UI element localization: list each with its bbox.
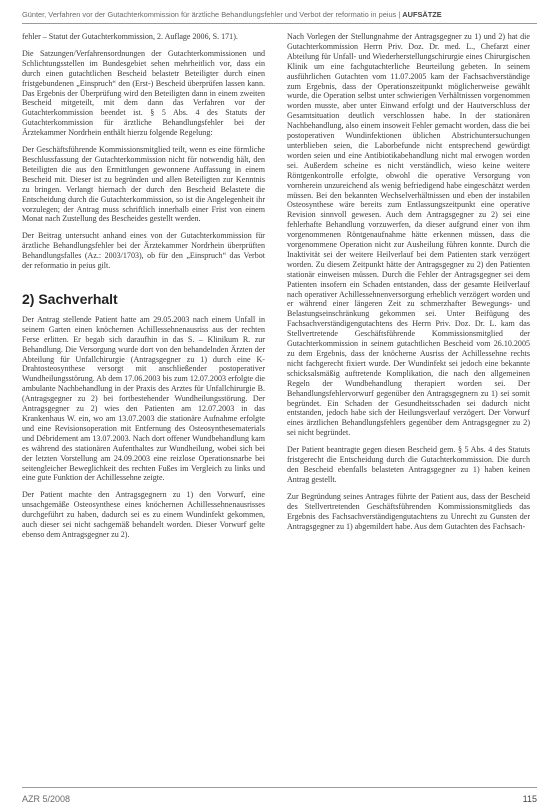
paragraph: Der Geschäftsführende Kommissionsmitglied teilt, wenn es eine förmliche Beschlussfassung der Gutachterkommission nicht für notwendig hält, den Beteiligten die aus den Ermittlungen gewonnene Auffassung in einem Bescheid mit. Dieser ist zu begründen und allen Beteiligten zur Kenntnis zu bringen. Verlangt hiernach der durch den Bescheid Belastete die Entscheidung durch die Gutachterkommission, so ist die Angelegenheit ihr vorzulegen; der Antrag muss schriftlich innerhalb einer Frist von einem Monat nach Zustellung des Bescheides gestellt werden. — [22, 145, 265, 224]
running-title: Günter, Verfahren vor der Gutachterkommission für ärztliche Behandlungsfehler und Verbot der reformatio in peius — [22, 10, 397, 19]
section-label: AUFSÄTZE — [402, 10, 442, 19]
section-heading: 2) Sachverhalt — [22, 290, 118, 307]
paragraph: Der Patient machte den Antragsgegnern zu 1) den Vorwurf, eine unsachgemäße Osteosynthese eines knöchernen Achillessehnenausrisses durchgeführt zu haben, dadurch sei es zu einem Wundinfekt gekommen, auch dieser sei nicht sachgemäß behandelt worden. Dieser Vorwurf gelte ebenso dem Antragsgegner zu 2). — [22, 490, 265, 539]
right-column — [287, 32, 530, 538]
paragraph: Nach Vorlegen der Stellungnahme der Antragsgegner zu 1) und 2) hat die Gutachterkommission Herrn Priv. Doz. Dr. med. L., Chefarzt einer Abteilung für Unfall- und Wiederherstellungschirurgie eines Chirurgischen Klinik um eine fachgutachterliche Beurteilung gebeten. In seinem ausführlichen Gutachten vom 11.07.2005 kam der Fachsachverständige zum Ergebnis, dass der Operationszeitpunkt möglicherweise gewählt wurde, die Operation selbst unter schwierigen Verhältnissen vorgenommen worden musste, aber unter Einwand erfolgt und der Hautverschluss der Gesamtsituation deutlich verschlossen habe. In der stationären Nachbehandlung, also einem insoweit Fehler gemacht worden, dass die bei postoperativen Wundinfektionen üblichen Abstrichuntersuchungen unterblieben seien, die Laborbefunde nicht entsprechend gewürdigt worden seien und eine Antibiotikabehandlung nicht mal erwogen worden sei. Außerdem scheine es nicht verständlich, wieso keine weitere Röntgenkontrolle erfolgte, obwohl die operative Versorgung von vornherein unzureichend als wenig befriedigend habe eingeschätzt werden müssen. Bei den bekannten Wechselverhältnissen und eben der instabilen Osteosynthese wäre bereits zum Entlassungszeitpunkt eine operative Revision sinnvoll gewesen. Auch dem Antragsgegner zu 2) sei eine fehlerhafte Behandlung vorzuwerfen, da dieser aufgrund einer von ihm vorgenommenen Röntgenaufnahme hätte erkennen müssen, dass die vorgenommene Operation nicht zur Ausheilung führen konnte. Durch die Inaktivität sei der weitere Heilverlauf bei dem Patienten stark verzögert worden. Zu diesem Zeitpunkt hätte der Antragsgegner zu 2) den Patienten stationär einweisen müssen. Durch die Fehler der Antragsgegner sei dem Patienten insofern ein Schaden entstanden, dass der gesamte Heilverlauf nach operativer Achillessehnenversorgung erheblich verzögert worden und er während einer längeren Zeit zu schmerzhafter Bewegungs- und Belastungseinschränkung gekommen sei. Unter Beifügung des Fachsachverständigengutachtens des Herrn Priv. Doz. Dr. L. kam das Stellvertretende Geschäftsführende Kommissionsmitglied der Gutachterkommission in seinem gutachtlichen Bescheid vom 26.10.2005 zu dem Ergebnis, dass der knöcherne Ausriss der Achillessehne rechts nicht fachgerecht fixiert wurde. Der Wundinfekt sei jedoch eine bekannte schicksalsmäßig auftretende Komplikation, die nach den allgemeinen Regeln der Wundbehandlung therapiert worden sei. Der Behandlungsfehlervorwurf gegenüber den Antragsgegnern zu 1) sei somit begründet. Ein Schaden der Gesundheitsschaden sei dadurch nicht entstanden, jedoch habe sich der Heilungsverlauf verzögert. Der Vorwurf eines ärztlichen Behandlungsfehlers gegenüber dem Antragsgegner zu 2) sei nicht begründet. — [287, 32, 530, 438]
page-number: 115 — [522, 794, 537, 804]
paragraph: Der Patient beantragte gegen diesen Bescheid gem. § 5 Abs. 4 des Statuts fristgerecht die Entscheidung durch die Gutachterkommission. Die durch den Bescheid ebenfalls belasteten Antragsgegner zu 1) haben keinen Antrag gestellt. — [287, 445, 530, 484]
paragraph: Zur Begründung seines Antrages führte der Patient aus, dass der Bescheid des Stellvertretenden Geschäftsführenden Kommissionsmitglieds das Ergebnis des Fachsachverständigengutachtens zu Unrecht zu Gunsten der Antragsgegner zu 1) abgemildert habe. Aus dem Gutachten des Fachsach- — [287, 491, 530, 531]
paragraph: Die Satzungen/Verfahrensordnungen der Gutachterkommissionen und Schlichtungsstellen im Bundesgebiet sehen mehrheitlich vor, dass ein durch einen gutachtlichen Bescheid belastetr Beteiligter durch einen fristgebundenen „Einspruch“ den (Erst-) Bescheid überprüfen lassen kann. Das Ergebnis der Überprüfung wird den Beteiligten dann in einem zweiten Bescheid mitgeteilt, mit dem dann das Verfahren vor der Gutachterkommission beendet ist. § 5 Abs. 4 des Statuts der Gutachterkommission für ärztliche Behandlungsfehler bei der Ärztekammer Nordrhein enthält hierzu folgende Regelung: — [22, 48, 265, 138]
paragraph: fehler – Statut der Gutachterkommission, 2. Auflage 2006, S. 171). — [22, 32, 238, 41]
page-footer — [22, 787, 537, 804]
journal-issue: AZR 5/2008 — [22, 794, 71, 804]
paragraph: Der Beitrag untersucht anhand eines von der Gutachterkommission für ärztliche Behandlungsfehler bei der Ärztekammer Nordrhein überprüften Behandlungsfalles (Az.: 2003/1703), ob für den „Einspruch“ das Verbot der reformatio in peius gilt. — [22, 231, 265, 271]
running-header: Günter, Verfahren vor der Gutachterkommission für ärztliche Behandlungsfehler und Verbot der reformatio in peius | AUFSÄTZE — [22, 10, 537, 24]
left-column — [22, 32, 265, 547]
paragraph: Der Antrag stellende Patient hatte am 29.05.2003 nach einem Unfall in seinem Garten einen knöchernen Achillessehnenausriss aus der rechten Ferse erlitten. Er begab sich daraufhin in das S. – Klinikum R. zur Behandlung. Die Versorgung wurde dort von den behandelnden Ärzten der Abteilung für Unfallchirurgie (Antragsgegner zu 1) durch eine K-Drahtosteosynthese versorgt mit anschließender postoperativer Wundheilungsstörung. Ab dem 17.06.2003 bis zum 12.07.2003 erfolgte die ambulante Nachbehandlung in der Praxis des Arztes für Unfallchirurgie B. (Antragsgegner zu 2) bei fortbestehender Wundheilungsstörung. Der Antragsgegner zu 2) wies den Patienten am 12.07.2003 in das Krankenhaus W. ein, wo am 13.07.2003 die stationäre Aufnahme erfolgte und eine Revisionsoperation mit Entfernung des Osteosynthesematerials und Débridement am 13.07.2003. Nach dort offener Wundbehandlung kam es während des stationären Aufenthaltes zur Wundheilung, wobei sich bei der letzten Vorstellung am 24.09.2003 eine reizlose Operationsnarbe bei seitengleicher Beweglichkeit des rechten Fußes im Vergleich zu links und eine gute Funktion der Achillessehne zeigte. — [22, 314, 265, 483]
